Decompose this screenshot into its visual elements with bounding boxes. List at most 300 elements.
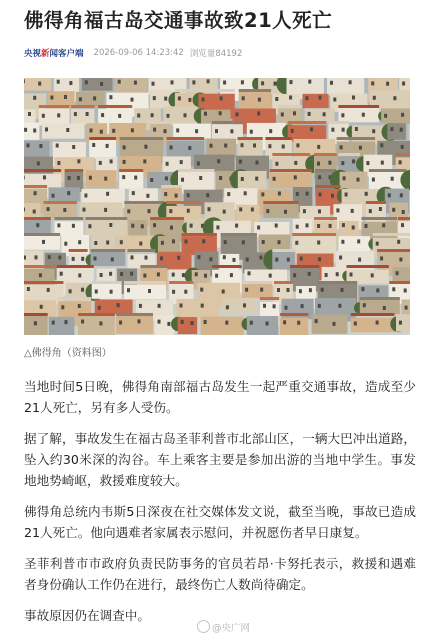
window-shape — [152, 82, 155, 86]
building-shape — [351, 318, 395, 333]
window-shape — [342, 223, 345, 227]
window-shape — [299, 289, 302, 293]
window-shape — [219, 111, 222, 115]
window-shape — [381, 161, 384, 165]
roof-shape — [150, 121, 171, 124]
window-shape — [275, 162, 278, 166]
window-shape — [382, 223, 385, 227]
window-shape — [85, 80, 88, 84]
window-shape — [317, 224, 320, 228]
window-shape — [176, 128, 179, 132]
window-shape — [131, 98, 134, 102]
window-shape — [27, 143, 30, 147]
article-photo[interactable] — [24, 78, 410, 335]
window-shape — [343, 176, 346, 180]
window-shape — [210, 144, 213, 148]
window-shape — [207, 79, 210, 83]
window-shape — [328, 161, 331, 165]
window-shape — [143, 274, 146, 278]
window-shape — [101, 113, 104, 117]
window-shape — [150, 178, 153, 182]
roof-shape — [78, 313, 115, 316]
window-shape — [158, 304, 161, 308]
source-accent: 新 — [41, 49, 50, 59]
roof-shape — [167, 137, 205, 140]
building-shape — [85, 219, 127, 236]
roof-shape — [119, 169, 143, 172]
window-shape — [306, 223, 309, 227]
window-shape — [99, 321, 102, 325]
window-shape — [284, 210, 287, 214]
window-shape — [241, 143, 244, 147]
window-shape — [180, 304, 183, 308]
building-shape — [387, 123, 406, 140]
window-shape — [246, 258, 249, 262]
window-shape — [223, 255, 226, 259]
window-shape — [351, 209, 354, 213]
window-shape — [308, 272, 311, 276]
roof-shape — [242, 281, 272, 284]
window-shape — [120, 240, 123, 244]
window-shape — [172, 239, 175, 243]
window-shape — [223, 210, 226, 214]
window-shape — [81, 320, 84, 324]
window-shape — [161, 241, 164, 245]
window-shape — [98, 306, 101, 310]
window-shape — [293, 111, 296, 115]
window-shape — [301, 304, 304, 308]
roof-shape — [278, 105, 302, 108]
window-shape — [93, 96, 96, 100]
window-shape — [365, 224, 368, 228]
window-shape — [64, 95, 67, 99]
window-shape — [308, 112, 311, 116]
window-shape — [317, 145, 320, 149]
window-shape — [100, 130, 103, 134]
building-shape — [24, 78, 51, 91]
window-shape — [331, 128, 334, 132]
window-shape — [106, 241, 109, 245]
window-shape — [233, 258, 236, 262]
window-shape — [359, 146, 362, 150]
roof-shape — [389, 281, 410, 284]
window-shape — [131, 255, 134, 259]
roof-shape — [58, 297, 91, 300]
window-shape — [376, 321, 379, 325]
window-shape — [235, 224, 238, 228]
window-shape — [40, 305, 43, 309]
window-shape — [341, 240, 344, 244]
window-shape — [261, 81, 264, 85]
window-shape — [220, 96, 223, 100]
window-shape — [261, 192, 264, 196]
window-shape — [355, 127, 358, 131]
window-shape — [184, 290, 187, 294]
window-shape — [81, 257, 84, 261]
window-shape — [397, 240, 400, 244]
window-shape — [153, 96, 156, 100]
window-shape — [242, 240, 245, 244]
window-shape — [317, 162, 320, 166]
window-shape — [166, 162, 169, 166]
roof-shape — [98, 105, 132, 108]
building-shape — [396, 314, 410, 331]
window-shape — [329, 224, 332, 228]
window-shape — [319, 193, 322, 197]
window-shape — [405, 306, 408, 310]
window-shape — [24, 176, 25, 180]
window-shape — [72, 224, 75, 228]
window-shape — [52, 321, 55, 325]
window-shape — [391, 177, 394, 181]
window-shape — [60, 272, 63, 276]
window-shape — [38, 82, 41, 86]
window-shape — [66, 128, 69, 132]
building-shape — [178, 317, 198, 334]
roof-shape — [24, 313, 48, 316]
window-shape — [42, 114, 45, 118]
window-shape — [287, 258, 290, 262]
roof-shape — [316, 185, 341, 188]
window-shape — [144, 145, 147, 149]
window-shape — [94, 257, 97, 261]
window-shape — [366, 161, 369, 165]
window-shape — [47, 288, 50, 292]
window-shape — [57, 113, 60, 117]
window-shape — [187, 193, 190, 197]
window-shape — [36, 223, 39, 227]
roof-shape — [120, 137, 164, 140]
window-shape — [130, 272, 133, 276]
window-shape — [181, 178, 184, 182]
source-name[interactable] — [24, 47, 84, 59]
window-shape — [217, 159, 220, 163]
window-shape — [34, 191, 37, 195]
roof-shape — [65, 169, 84, 172]
window-shape — [131, 224, 134, 228]
window-shape — [84, 194, 87, 198]
window-shape — [297, 321, 300, 325]
window-shape — [104, 208, 107, 212]
window-shape — [139, 242, 142, 246]
window-shape — [127, 209, 130, 213]
window-shape — [201, 304, 204, 308]
window-shape — [175, 194, 178, 198]
window-shape — [28, 112, 31, 116]
window-shape — [253, 144, 256, 148]
roof-shape — [290, 265, 319, 268]
roof-shape — [272, 249, 295, 252]
window-shape — [99, 161, 102, 165]
window-shape — [204, 274, 207, 278]
roof-shape — [166, 201, 201, 204]
window-shape — [137, 114, 140, 118]
window-shape — [275, 224, 278, 228]
window-shape — [209, 257, 212, 261]
window-shape — [357, 178, 360, 182]
window-shape — [402, 210, 405, 214]
window-shape — [323, 112, 326, 116]
window-shape — [310, 127, 313, 131]
window-shape — [339, 256, 342, 260]
window-shape — [39, 144, 42, 148]
window-shape — [376, 242, 379, 246]
roof-shape — [71, 105, 95, 108]
window-shape — [33, 129, 36, 133]
window-shape — [263, 304, 266, 308]
window-shape — [188, 146, 191, 150]
window-shape — [388, 193, 391, 197]
window-shape — [39, 273, 42, 277]
window-shape — [190, 224, 193, 228]
window-shape — [352, 159, 355, 163]
window-shape — [296, 192, 299, 196]
window-shape — [106, 192, 109, 196]
window-shape — [100, 82, 103, 86]
window-shape — [127, 288, 130, 292]
window-shape — [134, 176, 137, 180]
window-shape — [50, 96, 53, 100]
window-shape — [146, 194, 149, 198]
paragraph-2: 据了解，事故发生在福古岛圣菲利普市北部山区，一辆大巴冲出道路，坠入约30米深的沟谷。车上乘客主要是参加出游的当地中学生。事发地地势崎岖，救援难度较大。 — [24, 431, 416, 488]
window-shape — [259, 256, 262, 260]
roof-shape — [178, 169, 215, 172]
window-shape — [100, 273, 103, 277]
roof-shape — [39, 105, 70, 108]
window-shape — [341, 161, 344, 165]
window-shape — [317, 241, 320, 245]
window-shape — [172, 273, 175, 277]
window-shape — [225, 321, 228, 325]
window-shape — [393, 96, 396, 100]
window-shape — [110, 159, 113, 163]
window-shape — [153, 128, 156, 132]
window-shape — [138, 319, 141, 323]
window-shape — [342, 128, 345, 132]
roof-shape — [150, 217, 184, 220]
window-shape — [178, 96, 181, 100]
window-shape — [278, 240, 281, 244]
window-shape — [255, 177, 258, 181]
window-shape — [376, 288, 379, 292]
roof-shape — [54, 217, 83, 220]
window-shape — [275, 97, 278, 101]
building-shape — [302, 94, 328, 108]
window-shape — [118, 114, 121, 118]
window-shape — [372, 178, 375, 182]
window-shape — [199, 176, 202, 180]
building-shape — [177, 299, 220, 319]
building-shape — [338, 106, 379, 122]
roof-shape — [274, 281, 293, 284]
window-shape — [285, 306, 288, 310]
window-shape — [380, 143, 383, 147]
roof-shape — [124, 201, 164, 204]
window-shape — [181, 320, 184, 324]
window-shape — [169, 209, 172, 213]
window-shape — [241, 177, 244, 181]
window-shape — [24, 128, 27, 132]
window-shape — [306, 192, 309, 196]
window-shape — [350, 273, 353, 277]
window-shape — [251, 208, 254, 212]
roof-shape — [347, 265, 389, 268]
window-shape — [318, 304, 321, 308]
window-shape — [354, 322, 357, 326]
window-shape — [148, 209, 151, 213]
roof-shape — [314, 217, 337, 220]
roof-shape — [175, 89, 196, 92]
window-shape — [372, 129, 375, 133]
window-shape — [72, 145, 75, 149]
roof-shape — [239, 89, 271, 92]
window-shape — [202, 98, 205, 102]
window-shape — [244, 191, 247, 195]
roof-shape — [92, 281, 122, 284]
window-shape — [58, 256, 61, 260]
roof-shape — [212, 265, 242, 268]
roof-shape — [199, 89, 235, 92]
roof-shape — [169, 281, 193, 284]
roof-shape — [238, 137, 263, 140]
window-shape — [65, 320, 68, 324]
window-shape — [106, 144, 109, 148]
roof-shape — [57, 265, 94, 268]
paragraph-3: 佛得角总统内韦斯5日深夜在社交媒体发文说，截至当晚，事故已造成21人死亡。他向遇难者家属表示慰问，并祝愿伤者早日康复。 — [24, 504, 416, 540]
window-shape — [42, 240, 45, 244]
window-shape — [291, 129, 294, 133]
window-shape — [399, 160, 402, 164]
window-shape — [110, 290, 113, 294]
window-shape — [33, 210, 36, 214]
window-shape — [171, 80, 174, 84]
window-shape — [167, 322, 170, 326]
window-shape — [330, 81, 333, 85]
window-shape — [303, 209, 306, 213]
window-shape — [67, 191, 70, 195]
window-shape — [164, 97, 167, 101]
watermark-text: @央广网 — [211, 623, 250, 634]
building-shape — [312, 315, 348, 334]
window-shape — [230, 129, 233, 133]
window-shape — [79, 97, 82, 101]
roof-shape — [292, 233, 336, 236]
window-shape — [37, 161, 40, 165]
paragraph-5: 事故原因仍在调查中。 — [24, 608, 150, 623]
window-shape — [151, 113, 154, 117]
window-shape — [202, 239, 205, 243]
window-shape — [109, 272, 112, 276]
window-shape — [141, 224, 144, 228]
roof-shape — [288, 121, 327, 124]
window-shape — [131, 128, 134, 132]
roof-shape — [360, 297, 400, 300]
window-shape — [300, 257, 303, 261]
window-shape — [365, 192, 368, 196]
window-shape — [318, 257, 321, 261]
building-shape — [201, 317, 244, 335]
building-shape — [124, 285, 166, 300]
photo-caption: △佛得角（资料图） — [24, 348, 112, 359]
window-shape — [48, 255, 51, 259]
roof-shape — [24, 217, 51, 220]
window-shape — [224, 144, 227, 148]
window-shape — [227, 192, 230, 196]
window-shape — [92, 143, 95, 147]
window-shape — [357, 239, 360, 243]
window-shape — [352, 226, 355, 230]
window-shape — [294, 175, 297, 179]
window-shape — [145, 256, 148, 260]
window-shape — [396, 271, 399, 275]
window-shape — [90, 129, 93, 133]
window-shape — [172, 290, 175, 294]
window-shape — [400, 128, 403, 132]
window-shape — [197, 255, 200, 259]
building-shape — [82, 78, 113, 91]
roof-shape — [85, 217, 127, 220]
window-shape — [215, 129, 218, 133]
window-shape — [295, 241, 298, 245]
window-shape — [216, 225, 219, 229]
window-shape — [241, 80, 244, 84]
window-shape — [68, 176, 71, 180]
window-shape — [24, 79, 25, 83]
window-shape — [404, 289, 407, 293]
window-shape — [379, 207, 382, 211]
window-shape — [180, 160, 183, 164]
roof-shape — [338, 105, 379, 108]
roof-shape — [377, 249, 410, 252]
window-shape — [401, 145, 404, 149]
source-main: 央视 — [24, 49, 42, 59]
building-shape — [247, 316, 279, 335]
window-shape — [188, 98, 191, 102]
window-shape — [245, 288, 248, 292]
window-shape — [204, 112, 207, 116]
window-shape — [260, 288, 263, 292]
window-shape — [197, 162, 200, 166]
window-shape — [104, 177, 107, 181]
window-shape — [111, 257, 114, 261]
roof-shape — [366, 201, 386, 204]
window-shape — [336, 272, 339, 276]
window-shape — [266, 322, 269, 326]
roof-shape — [337, 137, 376, 140]
window-shape — [83, 208, 86, 212]
window-shape — [192, 80, 195, 84]
window-shape — [43, 175, 46, 179]
roof-shape — [362, 217, 398, 220]
window-shape — [242, 96, 245, 100]
roof-shape — [128, 249, 156, 252]
window-shape — [206, 193, 209, 197]
window-shape — [392, 208, 395, 212]
window-shape — [283, 320, 286, 324]
roof-shape — [260, 297, 279, 300]
window-shape — [258, 98, 261, 102]
window-shape — [64, 242, 67, 246]
building-shape — [71, 109, 95, 125]
window-shape — [250, 321, 253, 325]
roof-shape — [24, 265, 55, 268]
window-shape — [222, 290, 225, 294]
window-shape — [392, 287, 395, 291]
window-shape — [269, 129, 272, 133]
roof-shape — [318, 281, 358, 284]
window-shape — [61, 305, 64, 309]
window-shape — [78, 304, 81, 308]
